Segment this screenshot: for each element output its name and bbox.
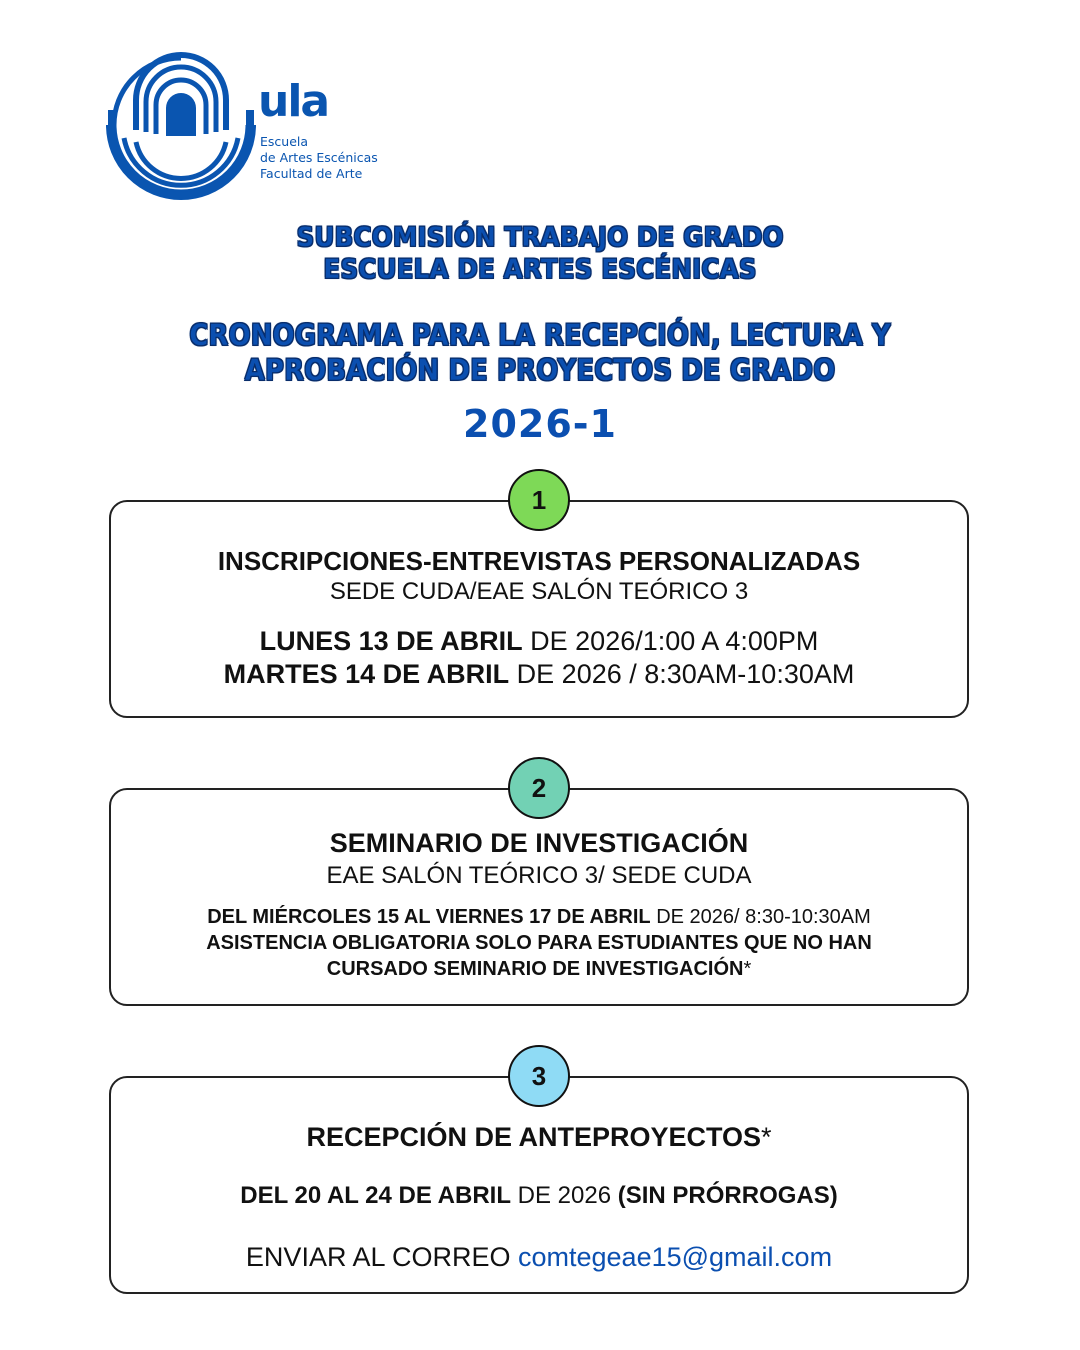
step-1-card bbox=[109, 500, 969, 718]
step-3-email-line bbox=[111, 1242, 967, 1273]
email-link[interactable]: comtegeae15@gmail.com bbox=[518, 1242, 833, 1272]
step-1-title: INSCRIPCIONES-ENTREVISTAS PERSONALIZADAS bbox=[217, 546, 861, 576]
ula-emblem-icon bbox=[106, 50, 256, 200]
step-2-card bbox=[109, 788, 969, 1006]
step-2-note-1: ASISTENCIA OBLIGATORIA SOLO PARA ESTUDIANTES QUE NO HAN bbox=[206, 932, 872, 954]
step-3-date: DEL 20 AL 24 DE ABRIL DE 2026 (SIN PRÓRROGAS) bbox=[240, 1182, 838, 1209]
step-3-title: RECEPCIÓN DE ANTEPROYECTOS* bbox=[306, 1122, 772, 1152]
step-1-date-2: MARTES 14 DE ABRIL DE 2026 / 8:30AM-10:30AM bbox=[223, 659, 855, 689]
logo-wordmark: ula bbox=[258, 76, 329, 127]
ula-logo bbox=[106, 50, 396, 200]
schedule-title: CRONOGRAMA PARA LA RECEPCIÓN, LECTURA Y APROBACIÓN DE PROYECTOS DE GRADO bbox=[189, 318, 891, 387]
period-year: 2026-1 bbox=[463, 402, 617, 446]
logo-subtitle: Escuela de Artes Escénicas Facultad de Arte bbox=[260, 134, 378, 181]
step-2-date: DEL MIÉRCOLES 15 AL VIERNES 17 DE ABRIL DE 2026/ 8:30-10:30AM bbox=[207, 906, 871, 928]
step-3-badge: 3 bbox=[508, 1045, 570, 1107]
step-2-note-2: CURSADO SEMINARIO DE INVESTIGACIÓN* bbox=[326, 958, 752, 980]
step-3-card bbox=[109, 1076, 969, 1294]
committee-title: SUBCOMISIÓN TRABAJO DE GRADO ESCUELA DE ARTES ESCÉNICAS bbox=[296, 222, 784, 286]
step-2-location: EAE SALÓN TEÓRICO 3/ SEDE CUDA bbox=[326, 862, 752, 889]
step-1-badge: 1 bbox=[508, 469, 570, 531]
step-2-title: SEMINARIO DE INVESTIGACIÓN bbox=[329, 828, 749, 858]
step-2-badge: 2 bbox=[508, 757, 570, 819]
email-label: ENVIAR AL CORREO bbox=[245, 1242, 518, 1272]
step-1-date-1: LUNES 13 DE ABRIL DE 2026/1:00 A 4:00PM bbox=[259, 626, 819, 656]
step-1-location: SEDE CUDA/EAE SALÓN TEÓRICO 3 bbox=[329, 578, 749, 605]
